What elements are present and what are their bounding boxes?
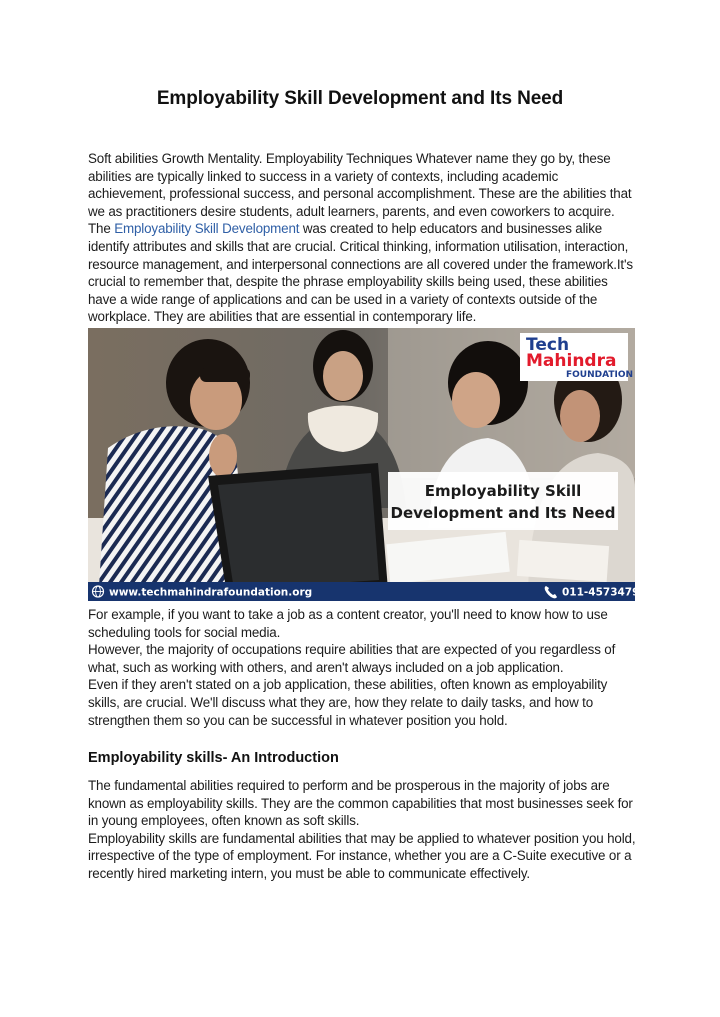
brand-line3: FOUNDATION bbox=[566, 370, 634, 380]
brand-line1: Tech bbox=[526, 335, 570, 355]
employability-skill-development-link[interactable]: Employability Skill Development bbox=[114, 221, 300, 237]
brand-line2: Mahindra bbox=[526, 351, 617, 371]
banner-phone: 011-45734797 bbox=[562, 586, 647, 599]
paragraph-fundamental: The fundamental abilities required to perform and be prosperous in the majority of jobs are known as employability skills. They are the common capabilities that most businesses seek for in young employees, often known as soft skills. bbox=[88, 778, 633, 829]
banner-title-line2: Development and Its Need bbox=[390, 504, 616, 522]
intro-text-start: Soft abilities Growth Mentality. Employability Techniques Whatever name they go by, these abilities are typically linked to success in a variety of contexts, including academic achievement, professional success, and personal accomplishment. These are the abilities that we as practitioners desire students, adult learners, parents, and even coworkers to acquire. The bbox=[88, 151, 632, 237]
section-heading: Employability skills- An Introduction bbox=[88, 750, 339, 766]
banner-website: www.techmahindrafoundation.org bbox=[109, 586, 313, 599]
banner-title-line1: Employability Skill bbox=[424, 482, 582, 500]
post-image-text bbox=[88, 606, 636, 729]
paragraph-applied: Employability skills are fundamental abilities that may be applied to whatever position you hold, irrespective of the type of employment. For instance, whether you are a C-Suite executive or a recently hired marketing intern, you must be able to communicate effectively. bbox=[88, 830, 636, 881]
paragraph-crucial: Even if they aren't stated on a job application, these abilities, often known as employability skills, are crucial. We'll discuss what they are, how they relate to daily tasks, and how to strengthen them so you can be successful in whatever position you hold. bbox=[88, 677, 608, 728]
intro-text-end: was created to help educators and businesses alike identify attributes and skills that are crucial. Critical thinking, information utilisation, interaction, resource management, and interpersonal connections are all covered under the framework.It's crucial to remember that, despite the phrase employability skills being used, these abilities have a wide range of applications and can be used in a variety of contexts outside of the workplace. They are abilities that are essential in contemporary life. bbox=[88, 221, 633, 325]
document-title: Employability Skill Development and Its Need bbox=[156, 88, 564, 109]
paragraph-occupations: However, the majority of occupations require abilities that are expected of you regardless of what, such as working with others, and aren't always included on a job application. bbox=[88, 642, 616, 675]
section-text bbox=[88, 777, 636, 883]
intro-paragraph bbox=[88, 150, 636, 326]
paragraph-example: For example, if you want to take a job as a content creator, you'll need to know how to use scheduling tools for social media. bbox=[88, 607, 608, 640]
banner-image bbox=[88, 328, 647, 601]
